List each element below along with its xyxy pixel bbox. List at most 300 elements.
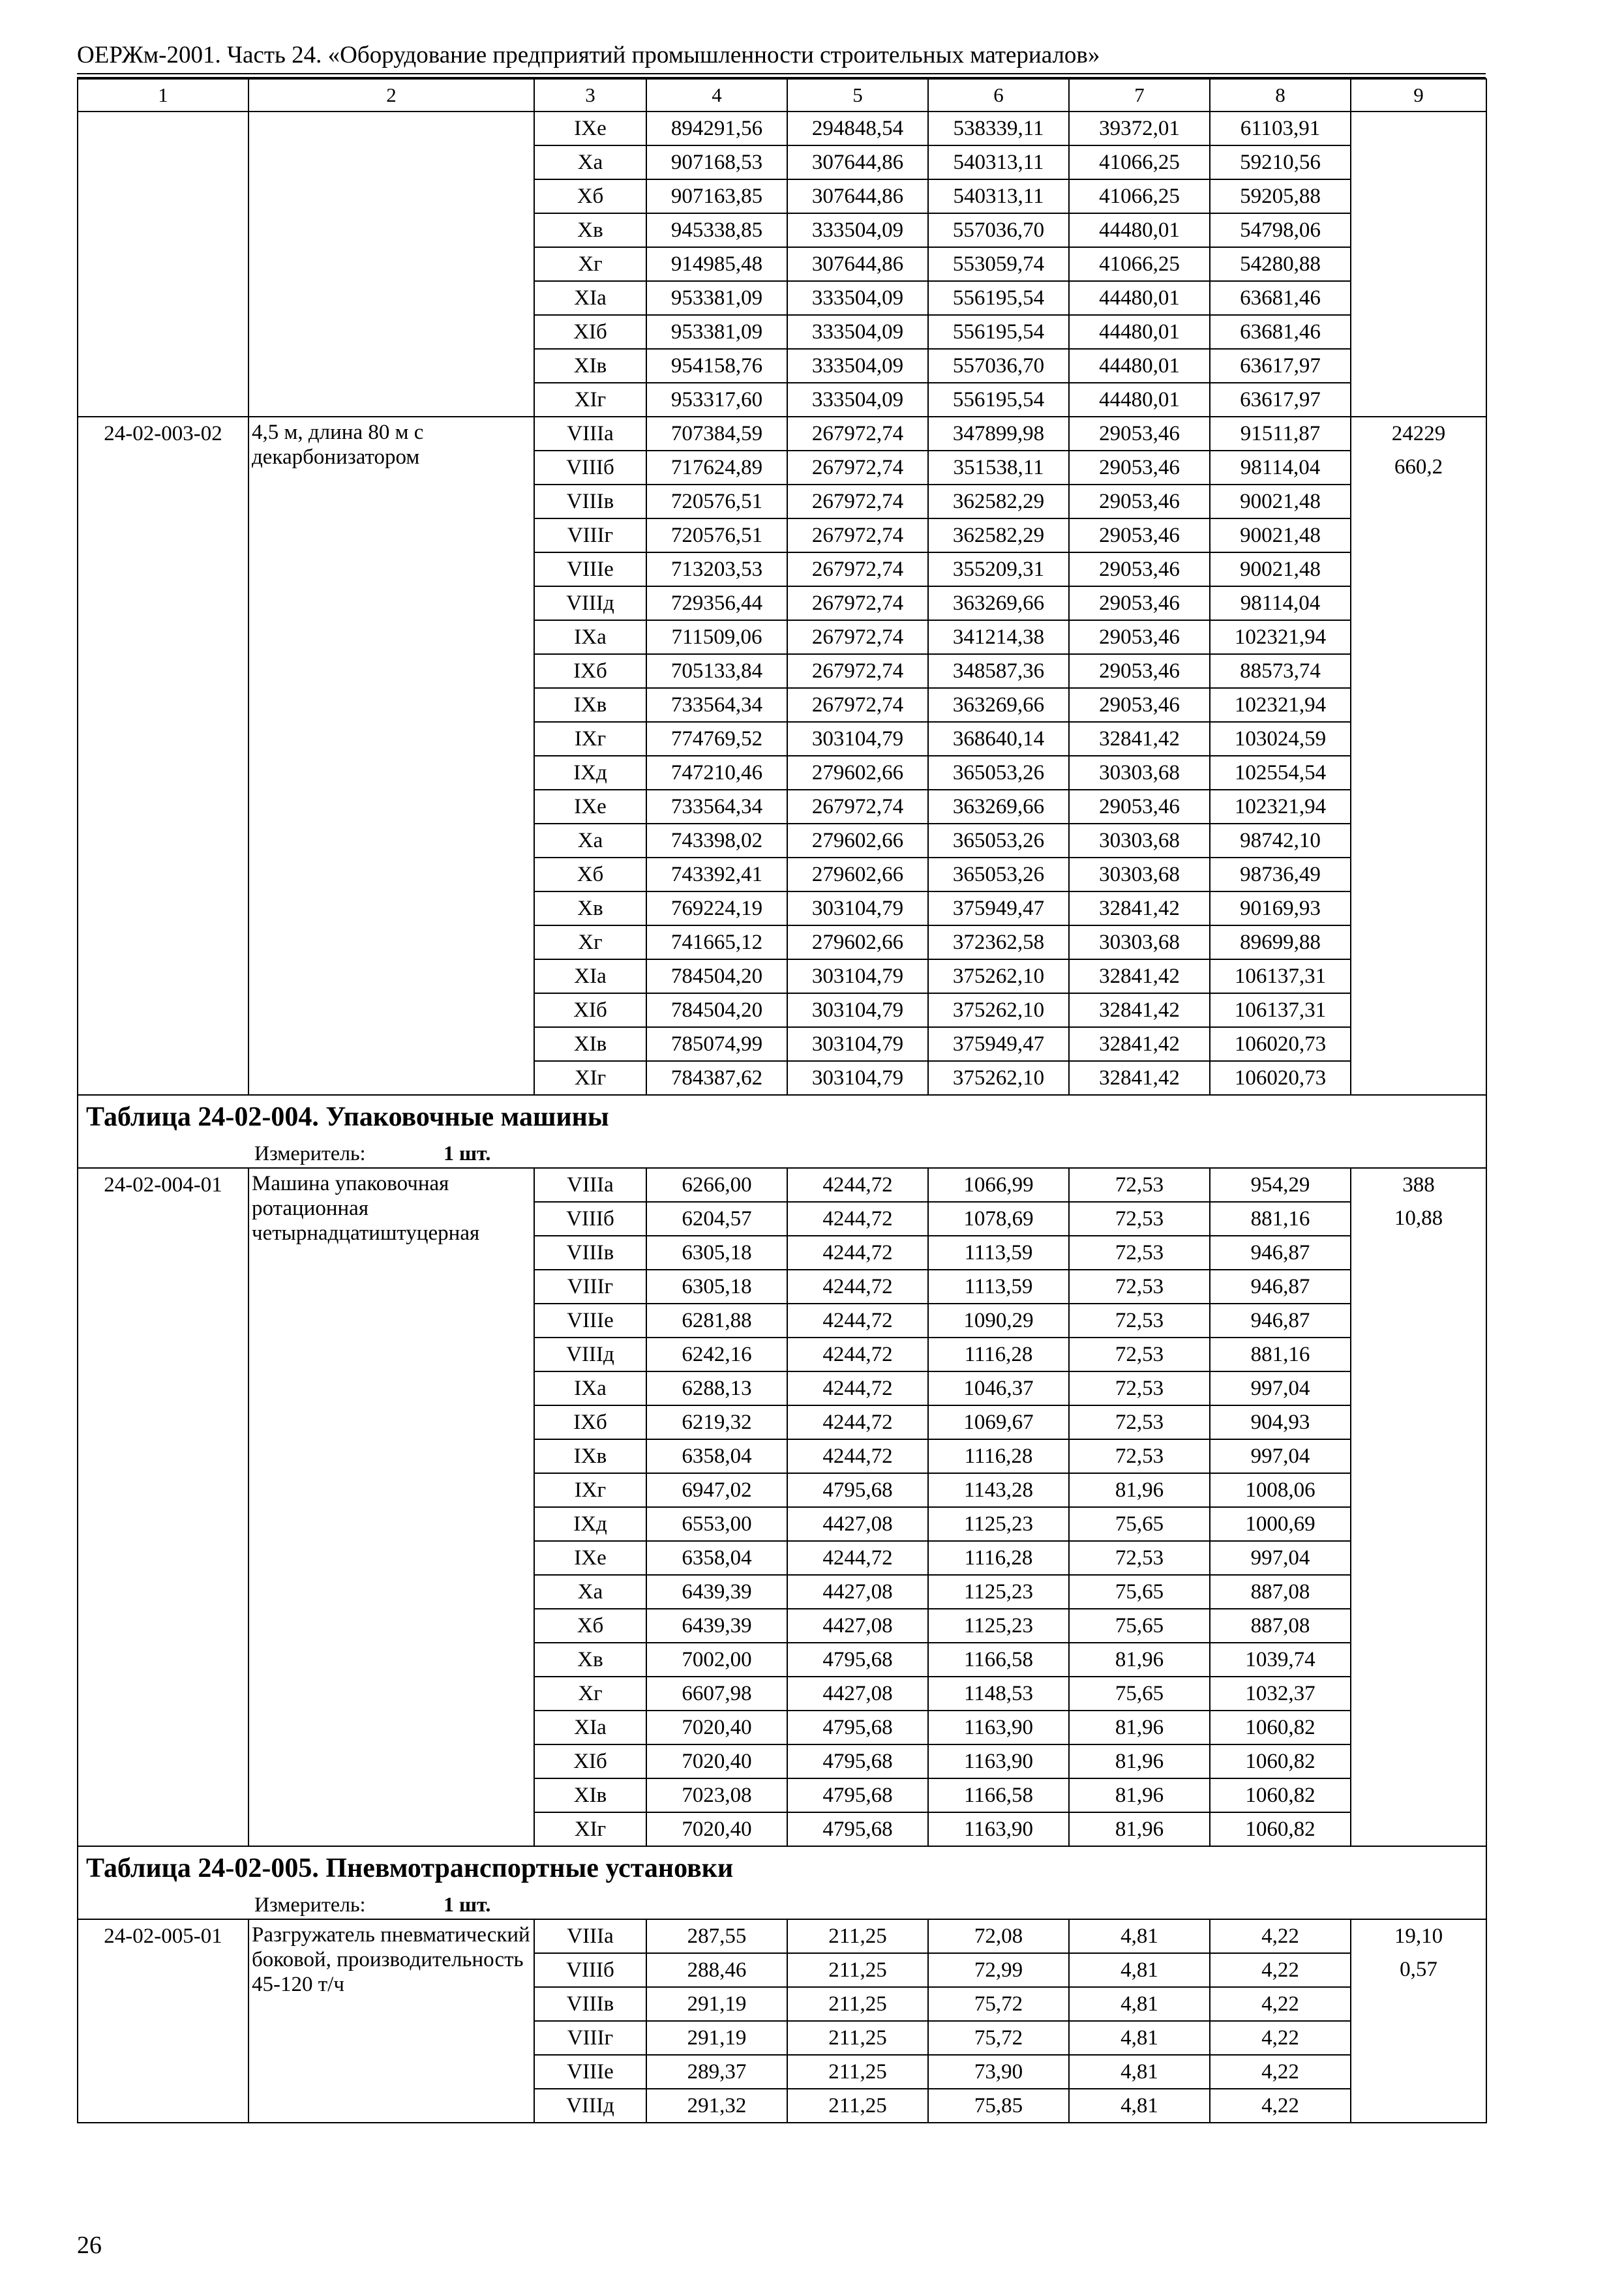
resource-cell: 660,2 [1351,451,1486,485]
value-cell: 784387,62 [646,1061,787,1095]
value-cell: 54798,06 [1210,213,1351,247]
zone-cell: XIг [534,1061,646,1095]
resource-cell [1351,688,1486,722]
code-cell [78,179,248,213]
value-cell: 267972,74 [787,654,928,688]
zone-cell: IXд [534,756,646,790]
resource-cell [1351,179,1486,213]
value-cell: 553059,74 [928,247,1069,281]
resource-cell: 388 [1351,1168,1486,1202]
value-cell: 211,25 [787,1919,928,1953]
value-cell: 1163,90 [928,1711,1069,1744]
value-cell: 1113,59 [928,1270,1069,1304]
resource-cell [1351,756,1486,790]
zone-cell: VIIIв [534,1236,646,1270]
value-cell: 61103,91 [1210,112,1351,145]
zone-cell: XIб [534,1744,646,1778]
value-cell: 907168,53 [646,145,787,179]
value-cell: 375262,10 [928,1061,1069,1095]
value-cell: 717624,89 [646,451,787,485]
value-cell: 4795,68 [787,1744,928,1778]
value-cell: 368640,14 [928,722,1069,756]
value-cell: 1060,82 [1210,1778,1351,1812]
value-cell: 267972,74 [787,620,928,654]
value-cell: 102321,94 [1210,688,1351,722]
value-cell: 1125,23 [928,1575,1069,1609]
code-cell [78,993,248,1027]
name-cell: 4,5 м, длина 80 м с декарбонизатором [248,417,534,1095]
column-number: 3 [534,79,646,112]
value-cell: 953381,09 [646,315,787,349]
value-cell: 81,96 [1069,1711,1210,1744]
unit-value: 1 шт. [444,1893,491,1916]
value-cell: 6266,00 [646,1168,787,1202]
value-cell: 30303,68 [1069,925,1210,959]
zone-cell: VIIIг [534,2021,646,2055]
value-cell: 287,55 [646,1919,787,1953]
value-cell: 102554,54 [1210,756,1351,790]
value-cell: 98114,04 [1210,586,1351,620]
code-cell [78,1575,248,1609]
resource-cell [1351,2021,1486,2055]
value-cell: 946,87 [1210,1270,1351,1304]
value-cell: 41066,25 [1069,145,1210,179]
value-cell: 1060,82 [1210,1711,1351,1744]
value-cell: 29053,46 [1069,688,1210,722]
code-cell [78,1304,248,1338]
value-cell: 303104,79 [787,1027,928,1061]
resource-cell [1351,891,1486,925]
zone-cell: Xг [534,925,646,959]
resource-cell [1351,552,1486,586]
zone-cell: VIIIб [534,1953,646,1987]
value-cell: 887,08 [1210,1609,1351,1643]
value-cell: 733564,34 [646,790,787,824]
value-cell: 44480,01 [1069,213,1210,247]
value-cell: 4,81 [1069,2021,1210,2055]
code-cell [78,1371,248,1405]
zone-cell: Xв [534,213,646,247]
value-cell: 303104,79 [787,993,928,1027]
value-cell: 1069,67 [928,1405,1069,1439]
zone-cell: IXб [534,1405,646,1439]
zone-cell: Xа [534,145,646,179]
value-cell: 72,53 [1069,1371,1210,1405]
value-cell: 294848,54 [787,112,928,145]
zone-cell: XIа [534,1711,646,1744]
value-cell: 6288,13 [646,1371,787,1405]
unit-label: Измеритель: [254,1141,366,1165]
value-cell: 747210,46 [646,756,787,790]
value-cell: 32841,42 [1069,1061,1210,1095]
value-cell: 41066,25 [1069,247,1210,281]
value-cell: 4795,68 [787,1778,928,1812]
value-cell: 211,25 [787,2089,928,2123]
value-cell: 303104,79 [787,891,928,925]
code-cell [78,654,248,688]
value-cell: 707384,59 [646,417,787,451]
code-cell [78,1711,248,1744]
value-cell: 4244,72 [787,1541,928,1575]
unit-value: 1 шт. [444,1141,491,1165]
table-title-row [78,1846,1486,1890]
value-cell: 4,22 [1210,1953,1351,1987]
code-cell [78,1270,248,1304]
value-cell: 63617,97 [1210,349,1351,383]
value-cell: 743392,41 [646,858,787,891]
value-cell: 4427,08 [787,1507,928,1541]
value-cell: 267972,74 [787,586,928,620]
value-cell: 279602,66 [787,756,928,790]
value-cell: 1090,29 [928,1304,1069,1338]
column-number: 1 [78,79,248,112]
value-cell: 6358,04 [646,1439,787,1473]
zone-cell: VIIIд [534,586,646,620]
value-cell: 6607,98 [646,1677,787,1711]
value-cell: 4427,08 [787,1575,928,1609]
value-cell: 75,65 [1069,1575,1210,1609]
value-cell: 997,04 [1210,1371,1351,1405]
resource-cell [1351,1304,1486,1338]
rates-table [77,78,1487,2123]
value-cell: 4244,72 [787,1405,928,1439]
value-cell: 769224,19 [646,891,787,925]
header-rule [77,73,1486,74]
zone-cell: VIIIд [534,1338,646,1371]
zone-cell: IXе [534,112,646,145]
value-cell: 362582,29 [928,485,1069,518]
resource-cell [1351,1677,1486,1711]
resource-cell [1351,959,1486,993]
code-cell [78,858,248,891]
value-cell: 6281,88 [646,1304,787,1338]
resource-cell [1351,1473,1486,1507]
value-cell: 267972,74 [787,518,928,552]
name-cell: Разгружатель пневматический боковой, производительность 45-120 т/ч [248,1919,534,2123]
value-cell: 6242,16 [646,1338,787,1371]
value-cell: 32841,42 [1069,722,1210,756]
table-row [78,1919,1486,1953]
code-cell [78,891,248,925]
value-cell: 72,53 [1069,1236,1210,1270]
value-cell: 4244,72 [787,1270,928,1304]
table-row [78,417,1486,451]
value-cell: 72,53 [1069,1338,1210,1371]
resource-cell: 24229 [1351,417,1486,451]
resource-cell [1351,858,1486,891]
value-cell: 75,65 [1069,1677,1210,1711]
value-cell: 4,22 [1210,1987,1351,2021]
value-cell: 538339,11 [928,112,1069,145]
code-cell [78,1953,248,1987]
code-cell [78,1507,248,1541]
zone-cell: Xв [534,891,646,925]
value-cell: 1008,06 [1210,1473,1351,1507]
value-cell: 7020,40 [646,1744,787,1778]
value-cell: 881,16 [1210,1338,1351,1371]
value-cell: 1060,82 [1210,1812,1351,1846]
value-cell: 4244,72 [787,1202,928,1236]
zone-cell: XIв [534,349,646,383]
resource-cell [1351,1711,1486,1744]
resource-cell [1351,722,1486,756]
value-cell: 81,96 [1069,1812,1210,1846]
zone-cell: VIIIе [534,2055,646,2089]
code-cell [78,349,248,383]
value-cell: 73,90 [928,2055,1069,2089]
code-cell [78,1061,248,1095]
zone-cell: IXе [534,790,646,824]
zone-cell: VIIIв [534,485,646,518]
value-cell: 720576,51 [646,518,787,552]
value-cell: 881,16 [1210,1202,1351,1236]
value-cell: 365053,26 [928,756,1069,790]
code-cell [78,1473,248,1507]
value-cell: 4244,72 [787,1304,928,1338]
value-cell: 954158,76 [646,349,787,383]
value-cell: 711509,06 [646,620,787,654]
code-cell [78,1778,248,1812]
zone-cell: VIIIб [534,451,646,485]
unit-row [78,1139,1486,1168]
table-row [78,1168,1486,1202]
code-cell [78,1541,248,1575]
zone-cell: Xг [534,1677,646,1711]
value-cell: 540313,11 [928,179,1069,213]
value-cell: 98114,04 [1210,451,1351,485]
value-cell: 54280,88 [1210,247,1351,281]
value-cell: 4,81 [1069,1987,1210,2021]
value-cell: 98742,10 [1210,824,1351,858]
value-cell: 7020,40 [646,1711,787,1744]
value-cell: 72,53 [1069,1439,1210,1473]
value-cell: 1066,99 [928,1168,1069,1202]
resource-cell [1351,1744,1486,1778]
value-cell: 341214,38 [928,620,1069,654]
code-cell [78,518,248,552]
value-cell: 4244,72 [787,1371,928,1405]
value-cell: 1125,23 [928,1609,1069,1643]
value-cell: 557036,70 [928,213,1069,247]
column-number: 7 [1069,79,1210,112]
value-cell: 6553,00 [646,1507,787,1541]
value-cell: 1166,58 [928,1778,1069,1812]
value-cell: 4,22 [1210,1919,1351,1953]
value-cell: 375949,47 [928,1027,1069,1061]
value-cell: 29053,46 [1069,552,1210,586]
value-cell: 90021,48 [1210,485,1351,518]
resource-cell [1351,925,1486,959]
code-cell [78,1643,248,1677]
value-cell: 289,37 [646,2055,787,2089]
value-cell: 6219,32 [646,1405,787,1439]
column-number: 9 [1351,79,1486,112]
value-cell: 1143,28 [928,1473,1069,1507]
value-cell: 279602,66 [787,858,928,891]
value-cell: 63681,46 [1210,315,1351,349]
code-cell [78,925,248,959]
value-cell: 784504,20 [646,993,787,1027]
value-cell: 81,96 [1069,1778,1210,1812]
resource-cell [1351,1575,1486,1609]
value-cell: 953381,09 [646,281,787,315]
zone-cell: IXе [534,1541,646,1575]
value-cell: 72,53 [1069,1541,1210,1575]
value-cell: 4,81 [1069,1919,1210,1953]
unit-cell [78,1890,1486,1919]
value-cell: 557036,70 [928,349,1069,383]
value-cell: 291,19 [646,1987,787,2021]
value-cell: 1078,69 [928,1202,1069,1236]
value-cell: 914985,48 [646,247,787,281]
value-cell: 30303,68 [1069,756,1210,790]
value-cell: 4,81 [1069,2089,1210,2123]
code-cell [78,383,248,417]
value-cell: 733564,34 [646,688,787,722]
value-cell: 30303,68 [1069,824,1210,858]
name-cell: Машина упаковочная ротационная четырнадцатиштуцерная [248,1168,534,1846]
value-cell: 556195,54 [928,315,1069,349]
value-cell: 32841,42 [1069,993,1210,1027]
code-cell [78,451,248,485]
column-number: 5 [787,79,928,112]
unit-label: Измеритель: [254,1893,366,1916]
value-cell: 44480,01 [1069,281,1210,315]
value-cell: 72,08 [928,1919,1069,1953]
code-cell [78,756,248,790]
code-cell [78,1236,248,1270]
value-cell: 4,81 [1069,1953,1210,1987]
zone-cell: VIIIа [534,1919,646,1953]
value-cell: 946,87 [1210,1236,1351,1270]
zone-cell: Xб [534,1609,646,1643]
resource-cell [1351,790,1486,824]
resource-cell [1351,2055,1486,2089]
code-cell [78,1812,248,1846]
zone-cell: XIб [534,993,646,1027]
zone-cell: IXв [534,1439,646,1473]
value-cell: 211,25 [787,1953,928,1987]
value-cell: 375949,47 [928,891,1069,925]
zone-cell: IXв [534,688,646,722]
value-cell: 102321,94 [1210,790,1351,824]
value-cell: 59205,88 [1210,179,1351,213]
column-number: 8 [1210,79,1351,112]
value-cell: 32841,42 [1069,959,1210,993]
code-cell [78,281,248,315]
value-cell: 6358,04 [646,1541,787,1575]
value-cell: 954,29 [1210,1168,1351,1202]
value-cell: 267972,74 [787,688,928,722]
code-cell [78,790,248,824]
value-cell: 1116,28 [928,1439,1069,1473]
value-cell: 279602,66 [787,824,928,858]
value-cell: 75,65 [1069,1507,1210,1541]
value-cell: 72,99 [928,1953,1069,1987]
resource-cell [1351,654,1486,688]
zone-cell: Xа [534,824,646,858]
value-cell: 29053,46 [1069,620,1210,654]
value-cell: 375262,10 [928,959,1069,993]
value-cell: 6305,18 [646,1270,787,1304]
resource-cell [1351,1061,1486,1095]
zone-cell: VIIIг [534,1270,646,1304]
value-cell: 75,65 [1069,1609,1210,1643]
value-cell: 63617,97 [1210,383,1351,417]
value-cell: 1116,28 [928,1338,1069,1371]
value-cell: 267972,74 [787,451,928,485]
value-cell: 307644,86 [787,179,928,213]
resource-cell: 0,57 [1351,1953,1486,1987]
resource-cell [1351,1027,1486,1061]
value-cell: 1166,58 [928,1643,1069,1677]
value-cell: 6204,57 [646,1202,787,1236]
resource-cell [1351,315,1486,349]
code-cell [78,485,248,518]
value-cell: 363269,66 [928,790,1069,824]
resource-cell: 19,10 [1351,1919,1486,1953]
value-cell: 363269,66 [928,688,1069,722]
value-cell: 1046,37 [928,1371,1069,1405]
value-cell: 63681,46 [1210,281,1351,315]
code-cell [78,315,248,349]
value-cell: 72,53 [1069,1304,1210,1338]
value-cell: 75,72 [928,2021,1069,2055]
value-cell: 267972,74 [787,790,928,824]
value-cell: 72,53 [1069,1202,1210,1236]
resource-cell [1351,518,1486,552]
value-cell: 29053,46 [1069,417,1210,451]
value-cell: 303104,79 [787,722,928,756]
resource-cell [1351,1643,1486,1677]
resource-cell [1351,1812,1486,1846]
value-cell: 6439,39 [646,1575,787,1609]
code-cell [78,824,248,858]
zone-cell: XIа [534,959,646,993]
value-cell: 279602,66 [787,925,928,959]
value-cell: 1032,37 [1210,1677,1351,1711]
resource-cell [1351,586,1486,620]
code-cell [78,1744,248,1778]
value-cell: 88573,74 [1210,654,1351,688]
value-cell: 894291,56 [646,112,787,145]
resource-cell [1351,1236,1486,1270]
zone-cell: XIв [534,1778,646,1812]
resource-cell [1351,1338,1486,1371]
resource-cell [1351,213,1486,247]
resource-cell [1351,247,1486,281]
zone-cell: XIг [534,383,646,417]
value-cell: 29053,46 [1069,518,1210,552]
value-cell: 106137,31 [1210,959,1351,993]
zone-cell: VIIIе [534,1304,646,1338]
unit-row [78,1890,1486,1919]
column-number: 4 [646,79,787,112]
zone-cell: XIв [534,1027,646,1061]
value-cell: 556195,54 [928,383,1069,417]
value-cell: 4244,72 [787,1439,928,1473]
value-cell: 6947,02 [646,1473,787,1507]
zone-cell: VIIIг [534,518,646,552]
zone-cell: IXа [534,620,646,654]
code-cell [78,722,248,756]
table-title-row [78,1095,1486,1139]
code-cell [78,145,248,179]
zone-cell: Xб [534,858,646,891]
resource-cell [1351,1507,1486,1541]
value-cell: 1116,28 [928,1541,1069,1575]
value-cell: 997,04 [1210,1541,1351,1575]
